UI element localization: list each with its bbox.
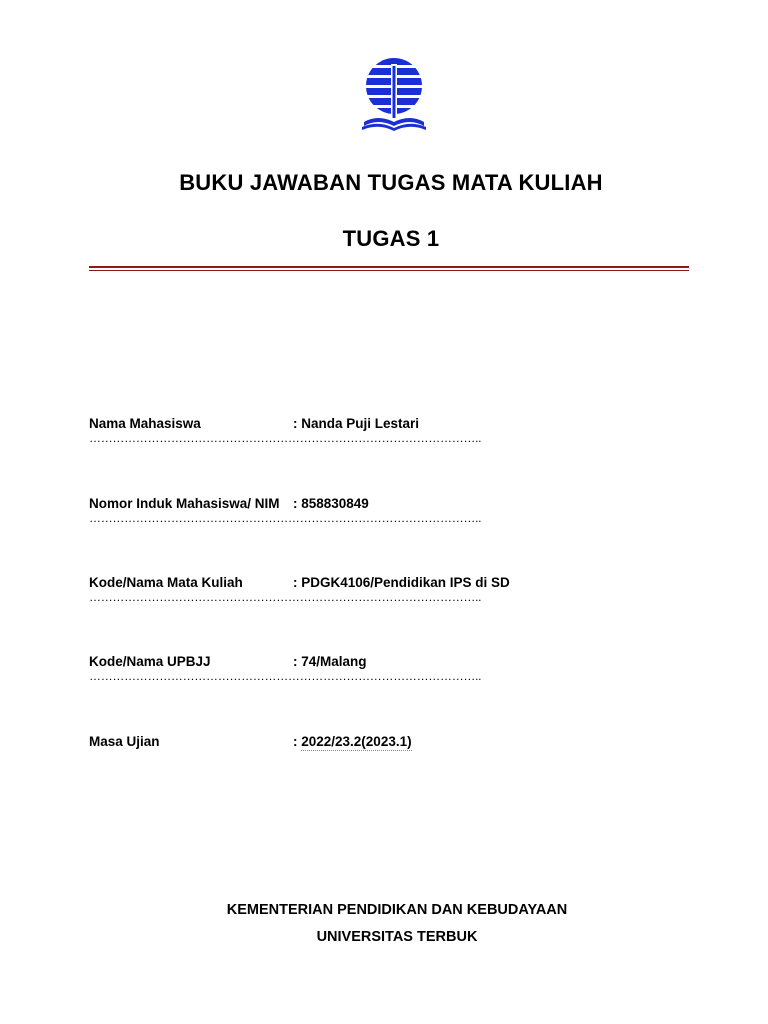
- footer-university: UNIVERSITAS TERBUK: [316, 929, 478, 945]
- dotted-line: ………………………………………………………………………………………..: [89, 431, 482, 445]
- field-value: : 858830849: [293, 496, 369, 511]
- title-rule-thin: [89, 270, 689, 271]
- field-value-text: 2022/23.2(2023.1): [301, 734, 412, 749]
- field-label: Masa Ujian: [89, 734, 160, 749]
- dotted-line: ………………………………………………………………………………………..: [89, 590, 482, 604]
- document-subtitle: TUGAS 1: [342, 226, 440, 251]
- ut-logo-icon: [360, 56, 428, 132]
- dotted-line: ………………………………………………………………………………………..: [89, 511, 482, 525]
- field-label: Kode/Nama UPBJJ: [89, 654, 211, 669]
- title-rule: [89, 266, 689, 268]
- footer-ministry: KEMENTERIAN PENDIDIKAN DAN KEBUDAYAAN: [226, 902, 568, 918]
- document-title: BUKU JAWABAN TUGAS MATA KULIAH: [179, 170, 603, 195]
- field-value: [293, 734, 412, 749]
- field-value: : Nanda Puji Lestari: [293, 416, 420, 431]
- field-value: : 74/Malang: [293, 654, 367, 669]
- field-label: Nomor Induk Mahasiswa/ NIM: [89, 496, 280, 511]
- field-label: Kode/Nama Mata Kuliah: [89, 575, 243, 590]
- dotted-line: ………………………………………………………………………………………..: [89, 669, 482, 683]
- field-value-prefix: :: [293, 734, 302, 749]
- field-value: : PDGK4106/Pendidikan IPS di SD: [293, 575, 510, 590]
- field-label: Nama Mahasiswa: [89, 416, 201, 431]
